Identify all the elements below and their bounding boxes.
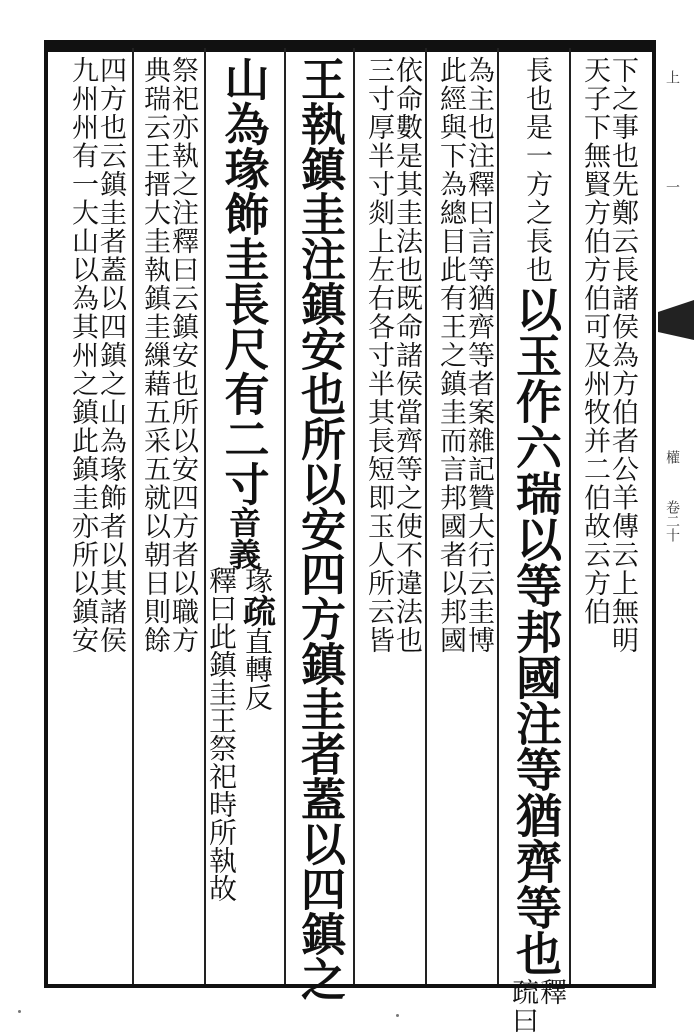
column-rule: [353, 48, 355, 984]
text-column-3: [436, 56, 492, 655]
main-text: 以玉作六瑞以等邦國注等猶齊等也: [509, 286, 563, 976]
shu-marker: 疏: [238, 594, 277, 627]
annotation-line: 直轉反: [241, 627, 274, 711]
column-rule: [425, 48, 427, 984]
page-edge: [662, 60, 688, 960]
annotation-line: 此經與下為總目此有王之鎮圭而言邦國者以邦國: [435, 56, 466, 655]
text-column-5: [291, 56, 347, 1001]
main-text: 王執鎮圭注鎮安也所以安四方鎮圭者蓋以四鎮之: [293, 56, 346, 1001]
annotation-line: 三寸厚半寸剡上左右各寸半其長短即玉人所云皆: [363, 56, 394, 655]
annotation-line: 為主也注釋曰言等猶齊等者案雜記贊大行云圭博: [463, 56, 494, 655]
text-column-7: [140, 56, 196, 655]
annotation-line: 瑑: [241, 566, 274, 594]
annotation-line: 釋: [535, 978, 566, 1007]
annotation-line: 下之事也先鄭云長諸侯為方伯者公羊傳云上無明: [607, 56, 638, 655]
edge-mark: 卷二十: [664, 500, 680, 542]
text-column-2: [508, 56, 564, 1035]
speck: [396, 1014, 399, 1017]
annotation-line: 典瑞云王搢大圭執鎮圭繅藉五采五就以朝日則餘: [139, 56, 170, 655]
text-column-8: [68, 56, 124, 655]
text-column-4: [364, 56, 420, 655]
edge-mark: 權: [664, 450, 680, 464]
page-frame: [44, 40, 656, 988]
annotation-line: 疏曰: [507, 978, 538, 1035]
main-text: 山為瑑飾圭長尺有二寸: [216, 56, 270, 506]
text-column-1: [580, 56, 636, 655]
annotation-line: 九州州有一大山以為其州之鎮此鎮圭亦所以鎮安: [67, 56, 98, 655]
annotation-line: 天子下無賢方伯方伯可及州牧并二伯故云方伯: [579, 56, 610, 626]
edge-mark: 一: [664, 180, 680, 194]
annotation-line: 四方也云鎮圭者蓋以四鎮之山為瑑飾者以其諸侯: [95, 56, 126, 655]
column-rule: [569, 48, 571, 984]
edge-mark: 上: [664, 70, 680, 84]
column-rule: [284, 48, 286, 984]
column-rule: [132, 48, 134, 984]
annotation-line: 釋曰此鎮圭王祭祀時所執故: [205, 566, 238, 902]
annotation-line: 祭祀亦執之注釋曰云鎮安也所以安四方者以職方: [167, 56, 198, 655]
text-column-6-lower: [200, 566, 280, 902]
yinyi-marker: 音義: [224, 506, 262, 570]
annotation-line: 長也是一方之長也: [521, 56, 552, 284]
annotation-line: 依命數是其圭法也既命諸侯當齊等之使不違法也: [391, 56, 422, 655]
text-column-6: [215, 56, 271, 570]
speck: [18, 1010, 21, 1013]
column-rule: [497, 48, 499, 984]
